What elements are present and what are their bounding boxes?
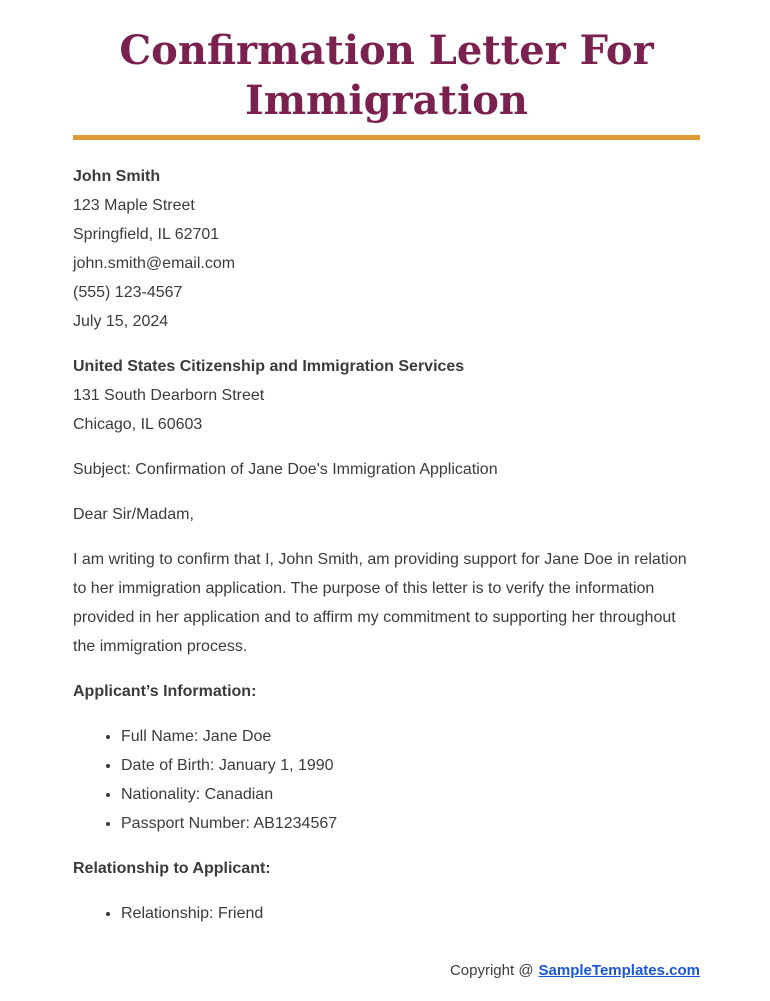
- sender-name: John Smith: [73, 168, 161, 185]
- list-item: • Date of Birth: January 1, 1990: [121, 751, 700, 780]
- subject-line: Subject: Confirmation of Jane Doe's Immigration Application: [73, 461, 498, 478]
- footer: [73, 961, 700, 1001]
- sender-city: Springfield, IL 62701: [73, 226, 220, 243]
- letter-body: [73, 162, 700, 944]
- sampletemplates-link[interactable]: SampleTemplates.com: [538, 962, 700, 979]
- recipient-city: Chicago, IL 60603: [73, 416, 203, 433]
- list-item: • Relationship: Friend: [121, 899, 700, 928]
- letter-date: July 15, 2024: [73, 313, 169, 330]
- recipient-street: 131 South Dearborn Street: [73, 387, 265, 404]
- applicant-info-heading: Applicant’s Information:: [73, 683, 257, 700]
- recipient-name: United States Citizenship and Immigration Services: [73, 358, 465, 375]
- title-divider: [73, 135, 700, 140]
- copyright-text: Copyright @: [449, 962, 534, 979]
- sender-phone: (555) 123-4567: [73, 284, 183, 301]
- intro-paragraph: I am writing to confirm that I, John Smith, am providing support for Jane Doe in relation to her immigration application. The purpose of this letter is to verify the information provided in her application and to affirm my commitment to supporting her throughout the immigration process.: [73, 551, 687, 655]
- relationship-list: [73, 899, 700, 928]
- sender-email: john.smith@email.com: [73, 255, 236, 272]
- recipient-address-block: [73, 352, 700, 439]
- list-item: • Full Name: Jane Doe: [121, 722, 700, 751]
- relationship-heading: Relationship to Applicant:: [73, 860, 271, 877]
- salutation: Dear Sir/Madam,: [73, 506, 194, 523]
- sender-address-block: [73, 162, 700, 336]
- page-title: Confirmation Letter For Immigration: [119, 27, 654, 124]
- sender-street: 123 Maple Street: [73, 197, 195, 214]
- list-item: • Nationality: Canadian: [121, 780, 700, 809]
- list-item: • Passport Number: AB1234567: [121, 809, 700, 838]
- applicant-info-list: [73, 722, 700, 838]
